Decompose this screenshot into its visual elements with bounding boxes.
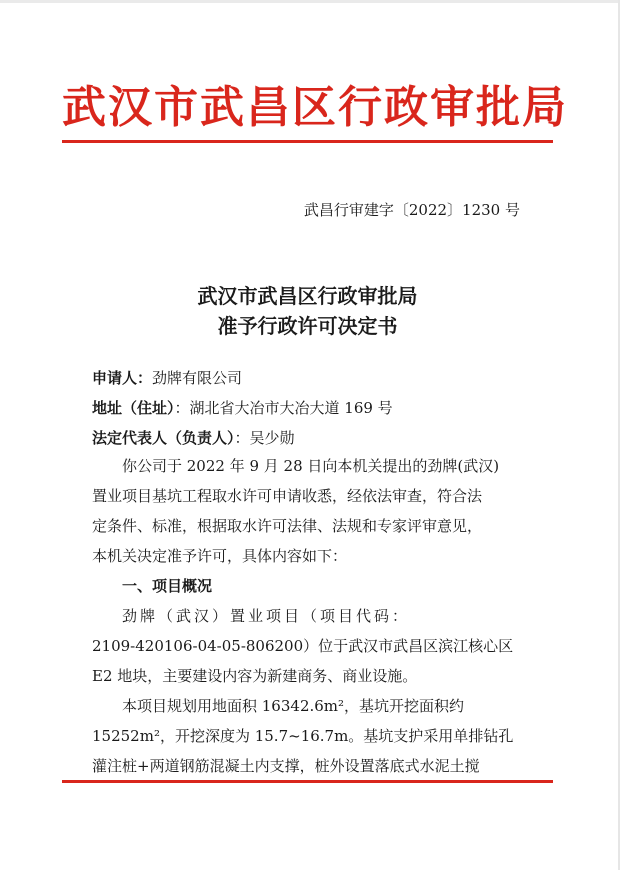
intro-line: 置业项目基坑工程取水许可申请收悉，经依法审查，符合法 <box>92 487 483 505</box>
title-line-2: 准予行政许可决定书 <box>217 314 398 338</box>
paragraph-line: 本项目规划用地面积 16342.6m²，基坑开挖面积约 <box>122 697 465 715</box>
legal-rep-value: ：吴少勋 <box>234 429 295 447</box>
paragraph-line: 2109-420106-04-05-806200）位于武汉市武昌区滨江核心区 <box>92 637 514 655</box>
document-body <box>92 451 524 781</box>
title-line-1: 武汉市武昌区行政审批局 <box>197 284 418 308</box>
address-value: ：湖北省大冶市大冶大道 169 号 <box>174 399 393 417</box>
letterhead-red-rule <box>62 140 553 143</box>
section-heading-project-overview: 一、项目概况 <box>122 577 213 595</box>
paragraph-line: 劲牌（武汉）置业项目（项目代码： <box>122 607 411 625</box>
document-number: 武昌行审建字〔2022〕1230 号 <box>303 201 520 219</box>
paragraph-line: 灌注桩+两道钢筋混凝土内支撑，桩外设置落底式水泥土搅 <box>92 757 480 775</box>
applicant-field <box>92 368 242 388</box>
agency-letterhead: 武汉市武昌区行政审批局 <box>62 82 568 133</box>
applicant-label: 申请人： <box>92 369 153 387</box>
intro-line: 你公司于 2022 年 9 月 28 日向本机关提出的劲牌(武汉) <box>122 457 500 475</box>
document-title <box>62 281 553 341</box>
legal-rep-field <box>92 428 295 448</box>
applicant-value: 劲牌有限公司 <box>152 369 243 387</box>
paragraph-line: E2 地块，主要建设内容为新建商务、商业设施。 <box>92 667 418 685</box>
address-label: 地址（住址） <box>92 399 175 417</box>
intro-line: 本机关决定准予许可，具体内容如下： <box>92 547 348 565</box>
legal-rep-label: 法定代表人（负责人） <box>92 429 235 447</box>
page-top-edge <box>0 0 620 3</box>
address-field <box>92 398 393 418</box>
paragraph-line: 15252m²，开挖深度为 15.7~16.7m。基坑支护采用单排钻孔 <box>92 727 514 745</box>
footer-red-rule <box>62 780 553 783</box>
intro-line: 定条件、标准，根据取水许可法律、法规和专家评审意见， <box>92 517 483 535</box>
